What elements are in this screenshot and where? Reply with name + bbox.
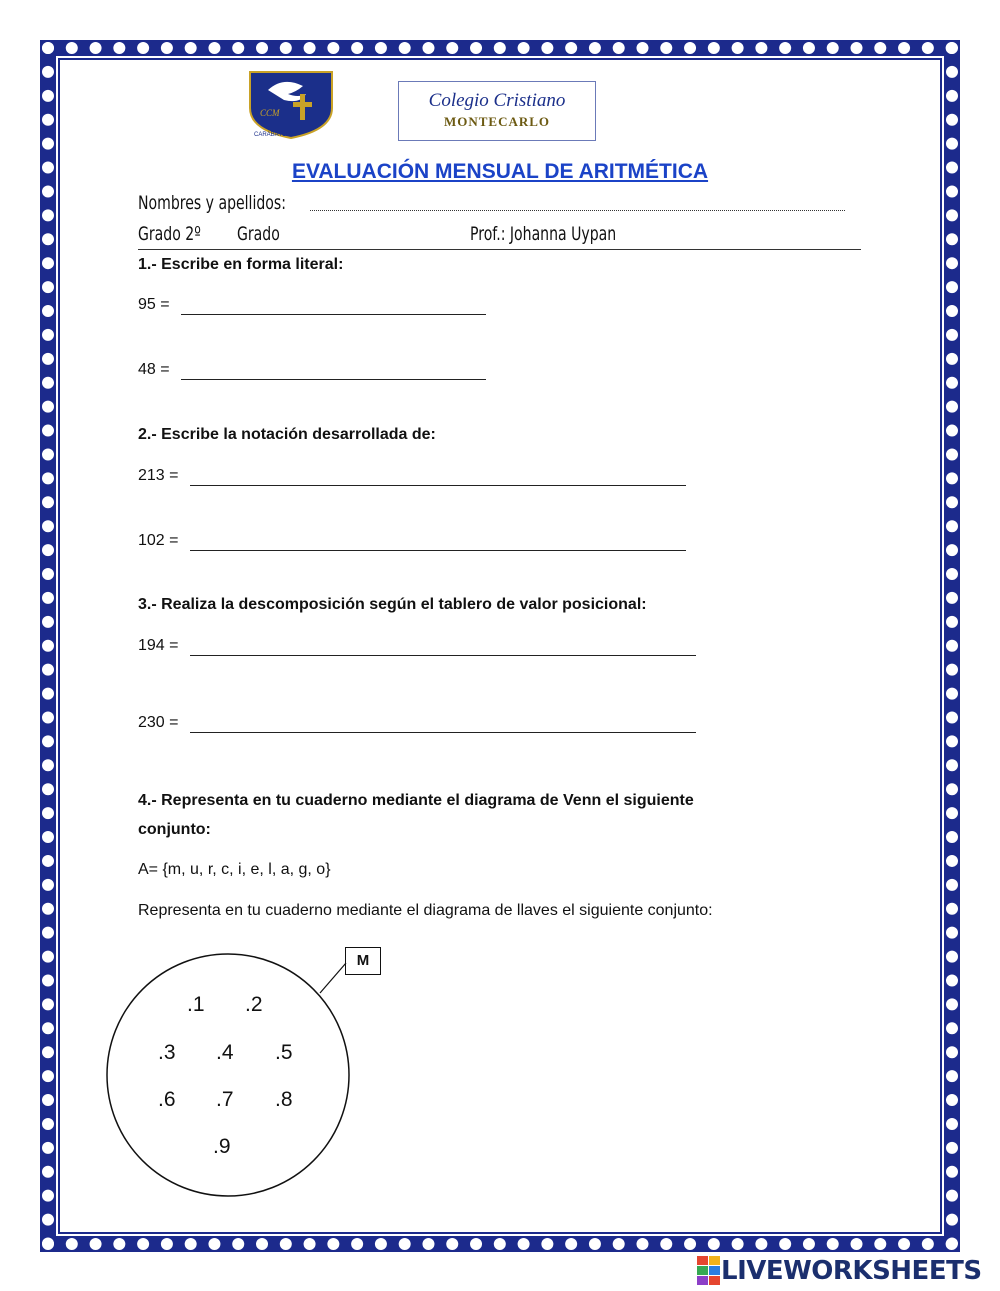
q3-item-label: 194 = xyxy=(138,637,179,654)
grade-word: Grado xyxy=(237,223,280,245)
svg-text:CARABAYLLO: CARABAYLLO xyxy=(254,132,294,138)
venn-diagram xyxy=(106,935,366,1210)
q3-item-label: 230 = xyxy=(138,714,179,731)
q3-answer-field[interactable] xyxy=(190,637,696,656)
set-m-label: M xyxy=(345,947,381,975)
q1-item-label: 95 = xyxy=(138,296,170,313)
page-title: EVALUACIÓN MENSUAL DE ARITMÉTICA xyxy=(291,160,709,183)
school-name: Colegio Cristiano xyxy=(428,90,566,111)
set-element: .2 xyxy=(245,993,263,1016)
q1-answer-field[interactable] xyxy=(181,296,486,315)
q1-prompt: 1.- Escribe en forma literal: xyxy=(138,256,344,273)
q4-prompt-line1: 4.- Representa en tu cuaderno mediante el diagrama de Venn el siguiente xyxy=(138,792,694,809)
q1-answer-field[interactable] xyxy=(181,361,486,380)
set-element: .7 xyxy=(216,1088,234,1111)
q3-answer-field[interactable] xyxy=(190,714,696,733)
q4-instruction: Representa en tu cuaderno mediante el diagrama de llaves el siguiente conjunto: xyxy=(138,902,713,919)
q4-prompt-line2: conjunto: xyxy=(138,821,211,838)
q3-prompt: 3.- Realiza la descomposición según el tablero de valor posicional: xyxy=(138,596,647,613)
set-element: .1 xyxy=(187,993,205,1016)
set-a: A= {m, u, r, c, i, e, l, a, g, o} xyxy=(138,861,331,878)
svg-text:CCM: CCM xyxy=(260,108,280,118)
school-subtitle: MONTECARLO xyxy=(443,114,551,129)
header-divider xyxy=(138,249,861,250)
liveworksheets-logo-icon xyxy=(697,1256,721,1286)
q2-prompt: 2.- Escribe la notación desarrollada de: xyxy=(138,426,436,443)
set-element: .6 xyxy=(158,1088,176,1111)
grade-label: Grado 2º xyxy=(138,223,201,245)
q1-item-label: 48 = xyxy=(138,361,170,378)
set-element: .4 xyxy=(216,1041,234,1064)
names-label: Nombres y apellidos: xyxy=(138,192,286,214)
set-element: .8 xyxy=(275,1088,293,1111)
venn-circle xyxy=(107,954,349,1196)
teacher-name: Prof.: Johanna Uypan xyxy=(470,223,617,245)
venn-label-connector xyxy=(320,963,346,993)
school-crest-logo xyxy=(248,70,334,140)
school-name-box xyxy=(398,81,596,141)
names-field[interactable] xyxy=(310,210,845,211)
liveworksheets-brand[interactable] xyxy=(697,1256,982,1286)
liveworksheets-text: LIVEWORKSHEETS xyxy=(721,1256,982,1286)
set-element: .3 xyxy=(158,1041,176,1064)
q2-answer-field[interactable] xyxy=(190,467,686,486)
q2-item-label: 213 = xyxy=(138,467,179,484)
set-element: .9 xyxy=(213,1135,231,1158)
q2-answer-field[interactable] xyxy=(190,532,686,551)
set-element: .5 xyxy=(275,1041,293,1064)
q2-item-label: 102 = xyxy=(138,532,179,549)
